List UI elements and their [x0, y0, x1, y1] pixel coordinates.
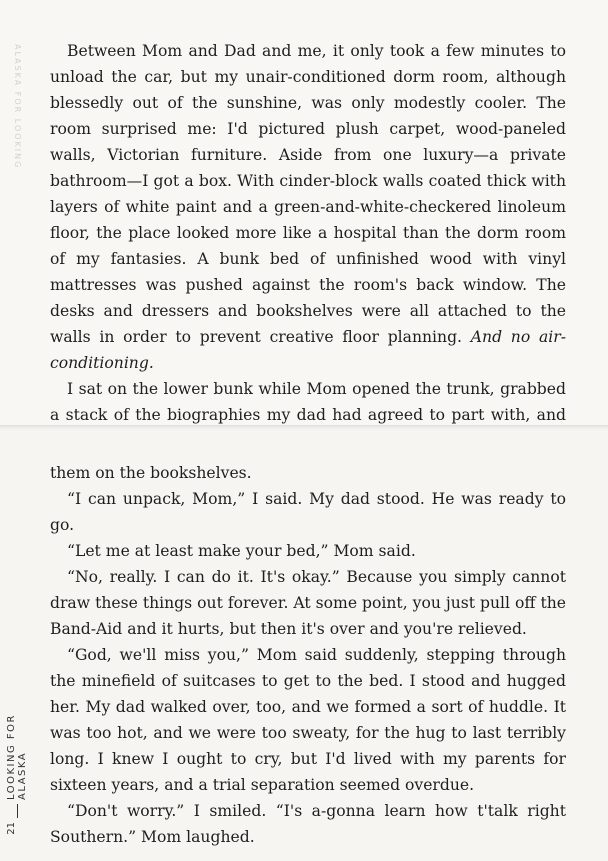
paragraph: I sat on the lower bunk while Mom opened the trunk, grabbed a stack of the biographies my dad had agreed to part with, and [50, 380, 566, 424]
paragraph: Between Mom and Dad and me, it only took a few minutes to unload the car, but my unair-conditioned dorm room, although blessedly out of the sunshine, was only modestly cooler. The room surprised me: I'd pictured plush carpet, wood-paneled walls, Victorian furniture. Aside from one luxury—a private bathroom—I got a box. With cinder-block walls coated thick with layers of white paint and a green-and-white-checkered linoleum floor, the place looked more like a hospital than the dorm room of my fantasies. A bunk bed of unfinished wood with vinyl mattresses was pushed against the room's back window. The desks and dressers and bookshelves were all attached to the walls in order to prevent creative floor planning. And no air-conditioning. [50, 42, 566, 372]
continuation-line: them on the bookshelves. [50, 464, 252, 482]
top-page [0, 0, 608, 425]
top-text-block [50, 38, 566, 454]
italic-phrase: And no air-conditioning. [50, 328, 566, 372]
paragraph: “Don't worry.” I smiled. “I's a-gonna learn how t'talk right Southern.” Mom laughed. [50, 802, 566, 846]
bottom-text-block [50, 460, 566, 850]
ghost-running-title: ALASKA FOR LOOKING [13, 44, 22, 170]
paragraph: “Let me at least make your bed,” Mom said. [67, 542, 416, 560]
paragraph: “I can unpack, Mom,” I said. My dad stood. He was ready to go. [50, 490, 566, 534]
title-divider [17, 804, 18, 818]
paragraph: “No, really. I can do it. It's okay.” Because you simply cannot draw these things out forever. At some point, you just pull off the Band-Aid and it hurts, but then it's over and you're relieved. [50, 568, 566, 638]
paragraph: “God, we'll miss you,” Mom said suddenly, stepping through the minefield of suitcases to get to the bed. I stood and hugged her. My dad walked over, too, and we formed a sort of huddle. It was too hot, and we were too sweaty, for the hug to last terribly long. I knew I ought to cry, but I'd lived with my parents for sixteen years, and a trial separation seemed overdue. [50, 646, 566, 794]
running-title: LOOKING FOR ALASKA [6, 714, 28, 800]
page-number: 21 [6, 822, 17, 835]
